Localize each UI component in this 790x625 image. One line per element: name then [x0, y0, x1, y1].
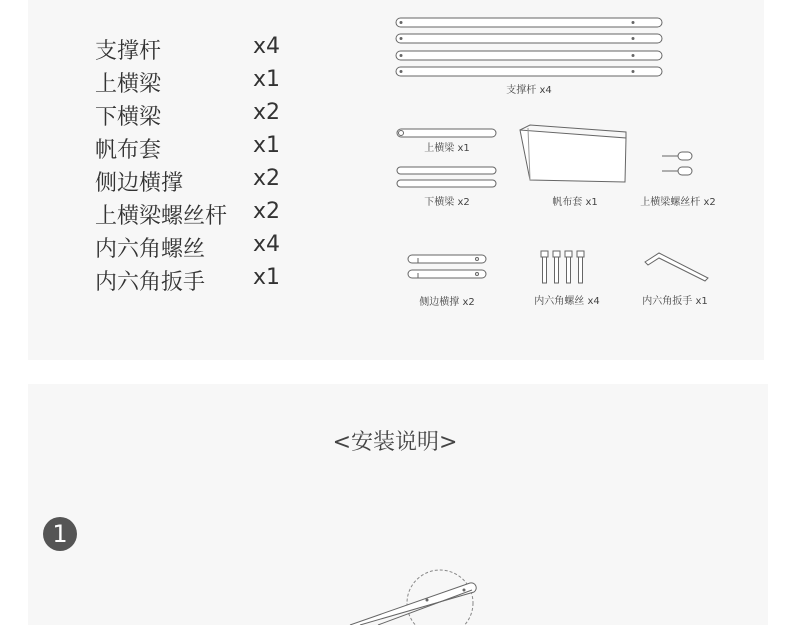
part-name: 侧边横撑	[95, 171, 184, 196]
part-name: 帆布套	[95, 138, 162, 163]
part-qty: x2	[253, 100, 281, 125]
step-number-badge: 1	[43, 517, 77, 551]
part-name: 下横梁	[95, 105, 162, 130]
bottom-beam-illustration	[397, 167, 496, 187]
hex-screws-caption: 内六角螺丝 x4	[534, 296, 600, 307]
part-name: 支撑杆	[95, 39, 162, 64]
part-name: 内六角扳手	[95, 270, 206, 295]
top-beam-caption: 上横梁 x1	[424, 143, 470, 154]
part-qty: x4	[253, 232, 281, 257]
hex-screws-illustration	[541, 251, 584, 283]
step-1-illustration	[350, 570, 476, 625]
top-beam-screw-illustration	[662, 152, 692, 175]
part-qty: x4	[253, 34, 281, 59]
part-name: 内六角螺丝	[95, 237, 206, 262]
canvas-cover-caption: 帆布套 x1	[552, 197, 598, 208]
side-brace-illustration	[408, 255, 486, 278]
part-qty: x2	[253, 166, 281, 191]
hex-wrench-illustration	[645, 253, 708, 281]
part-name: 上横梁	[95, 72, 162, 97]
section-title: <安装说明>	[332, 430, 458, 455]
hex-wrench-caption: 内六角扳手 x1	[642, 296, 708, 307]
part-qty: x1	[253, 265, 281, 290]
support-rods-caption: 支撑杆 x4	[506, 85, 552, 96]
part-name: 上横梁螺丝杆	[95, 204, 228, 229]
part-qty: x1	[253, 67, 281, 92]
support-rods-illustration	[396, 18, 662, 76]
bottom-beam-caption: 下横梁 x2	[424, 197, 470, 208]
top-beam-illustration	[397, 129, 496, 137]
top-beam-screw-caption: 上横梁螺丝杆 x2	[640, 197, 716, 208]
canvas-cover-illustration	[520, 125, 626, 182]
side-brace-caption: 侧边横撑 x2	[419, 297, 475, 308]
part-qty: x2	[253, 199, 281, 224]
part-qty: x1	[253, 133, 281, 158]
